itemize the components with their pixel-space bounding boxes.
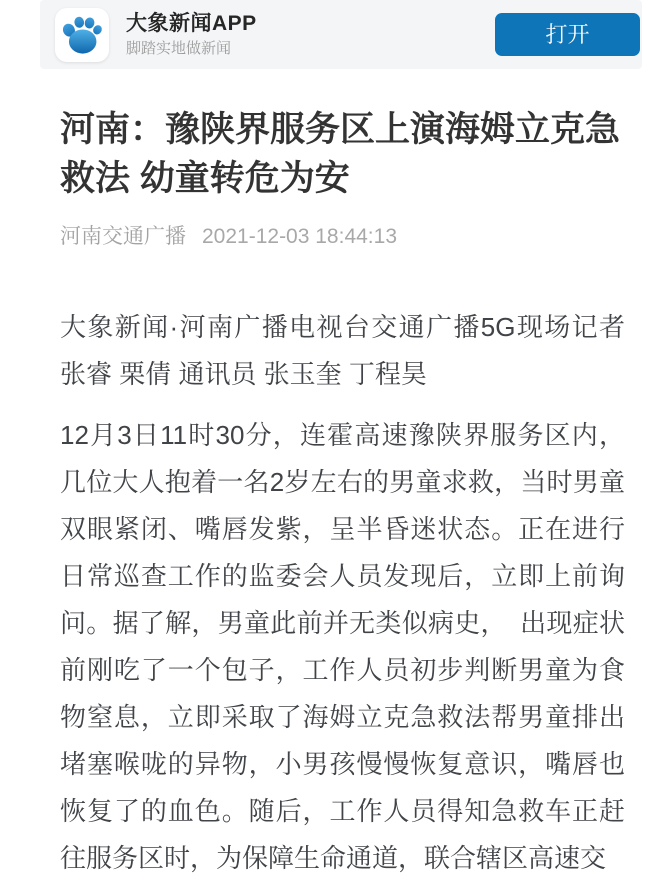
article-source[interactable]: 河南交通广播 bbox=[60, 225, 186, 248]
article-meta-row bbox=[60, 225, 625, 249]
open-app-button[interactable]: 打开 bbox=[495, 13, 640, 56]
article-paragraph: 12月3日11时30分，连霍高速豫陕界服务区内，几位大人抱着一名2岁左右的男童求救，当时男童双眼紧闭、嘴唇发紫，呈半昏迷状态。正在进行日常巡查工作的监委会人员发现后，立即上前询问。据了解，男童此前并无类似病史， 出现症状前刚吃了一个包子，工作人员初步判断男童为食物窒息，立即采取了海姆立克急救法帮男童排出堵塞喉咙的异物，小男孩慢慢恢复意识，嘴唇也恢复了的血色。随后，工作人员得知急救车正赶往服务区时，为保障生命通道，联合辖区高速交 bbox=[60, 420, 625, 873]
article-byline-paragraph: 大象新闻·河南广播电视台交通广播5G现场记者 张睿 栗倩 通讯员 张玉奎 丁程昊 bbox=[60, 312, 625, 389]
app-name: 大象新闻APP bbox=[126, 12, 257, 35]
article-title: 河南：豫陕界服务区上演海姆立克急救法 幼童转危为安 bbox=[60, 110, 621, 198]
app-logo bbox=[55, 8, 109, 62]
app-meta bbox=[126, 11, 495, 58]
article bbox=[0, 105, 657, 882]
app-tagline: 脚踏实地做新闻 bbox=[126, 40, 232, 57]
article-body bbox=[60, 304, 625, 882]
elephant-paw-icon bbox=[60, 13, 104, 57]
article-timestamp: 2021-12-03 18:44:13 bbox=[202, 225, 397, 248]
app-download-banner bbox=[40, 0, 642, 69]
